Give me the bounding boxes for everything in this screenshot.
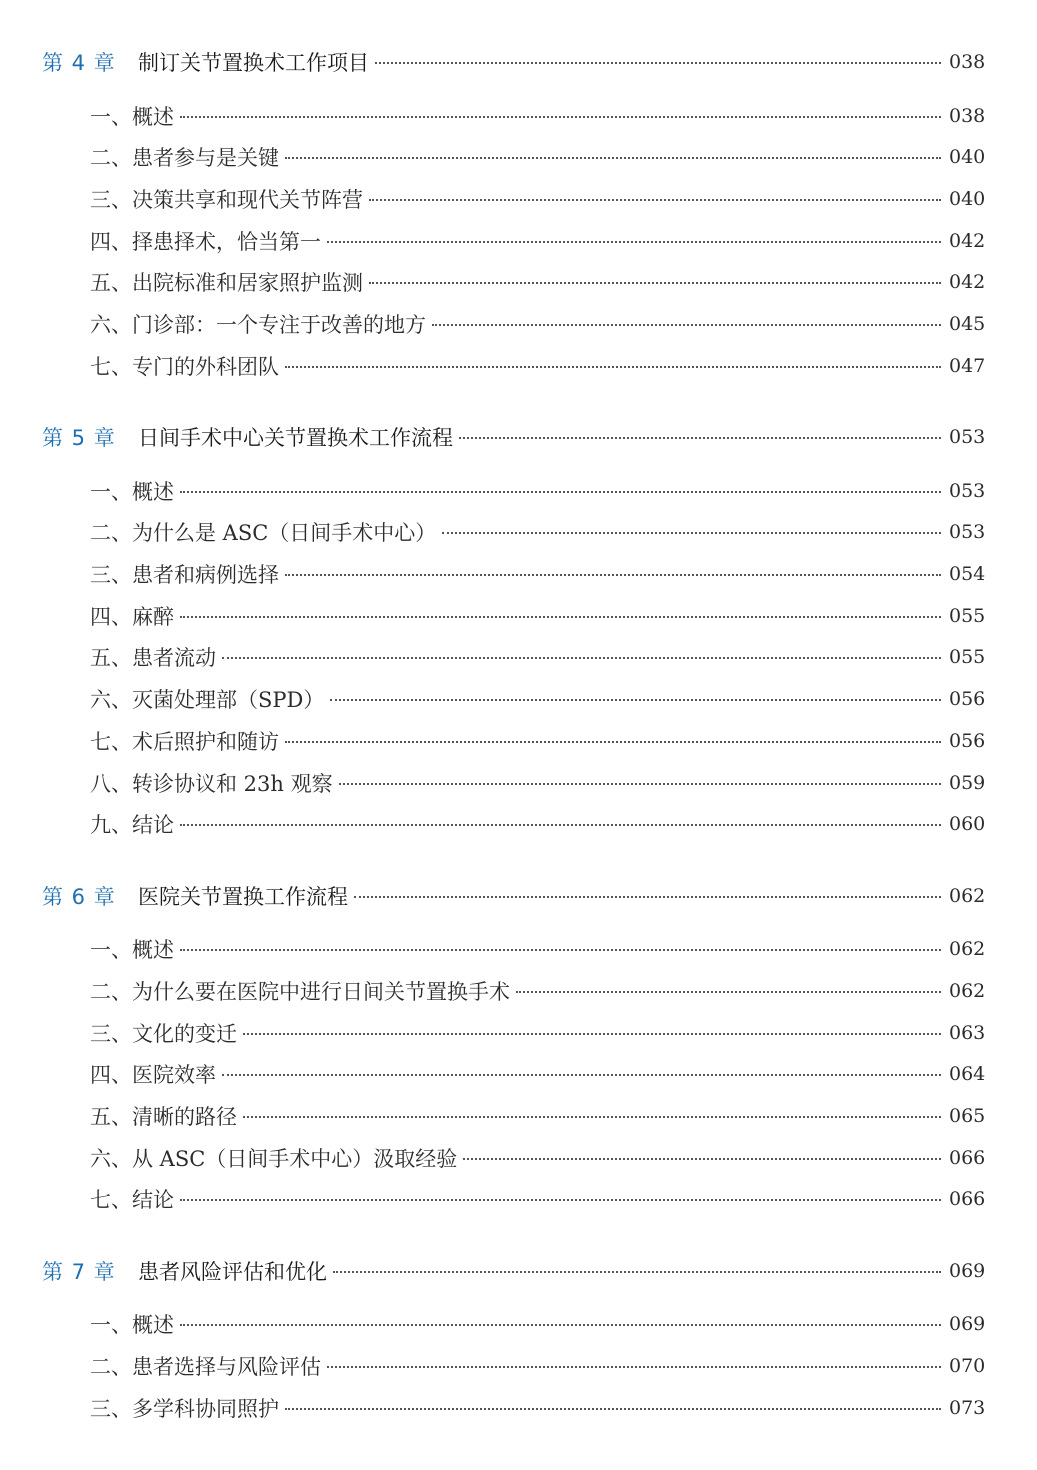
section-title: 七、结论 [90, 1188, 174, 1212]
section-title: 五、出院标准和居家照护监测 [90, 271, 363, 295]
section-title: 一、概述 [90, 480, 174, 504]
dot-leader [369, 282, 941, 284]
chapter-number: 第 6 章 [42, 885, 116, 909]
page-number: 045 [949, 313, 986, 335]
chapter-7-heading[interactable] [42, 1251, 986, 1291]
section-title: 五、清晰的路径 [90, 1105, 237, 1129]
chapter-title: 日间手术中心关节置换术工作流程 [138, 426, 453, 450]
chapter-6-heading[interactable] [42, 876, 986, 916]
dot-leader [369, 199, 941, 201]
dot-leader [285, 574, 941, 576]
dot-leader [222, 1074, 941, 1076]
dot-leader [442, 532, 941, 534]
section-entry[interactable] [90, 555, 986, 593]
section-title: 一、概述 [90, 938, 174, 962]
section-entry[interactable] [90, 597, 986, 635]
dot-leader [285, 1408, 941, 1410]
dot-leader [285, 741, 941, 743]
dot-leader [375, 62, 941, 64]
dot-leader [180, 616, 941, 618]
chapter-5-heading[interactable] [42, 417, 986, 457]
chapter-number: 第 4 章 [42, 51, 116, 75]
page-number: 062 [949, 885, 986, 907]
dot-leader [180, 491, 941, 493]
section-title: 二、为什么要在医院中进行日间关节置换手术 [90, 980, 510, 1004]
section-entry[interactable] [90, 1180, 986, 1218]
section-entry[interactable] [90, 1139, 986, 1177]
dot-leader [327, 241, 941, 243]
section-entry[interactable] [90, 1347, 986, 1385]
page-number: 056 [949, 730, 986, 752]
section-entry[interactable] [90, 472, 986, 510]
section-entry[interactable] [90, 347, 986, 385]
page-number: 066 [949, 1188, 986, 1210]
section-title: 一、概述 [90, 105, 174, 129]
page-number: 059 [949, 772, 986, 794]
page-number: 038 [949, 105, 986, 127]
page-number: 069 [949, 1260, 986, 1282]
dot-leader [285, 366, 941, 368]
page-number: 053 [949, 426, 986, 448]
chapter-number: 第 7 章 [42, 1260, 116, 1284]
section-title: 八、转诊协议和 23h 观察 [90, 772, 333, 796]
dot-leader [516, 991, 941, 993]
dot-leader [243, 1116, 941, 1118]
dot-leader [432, 324, 941, 326]
page-number: 054 [949, 563, 986, 585]
dot-leader [180, 1324, 941, 1326]
page-number: 055 [949, 605, 986, 627]
section-entry[interactable] [90, 1305, 986, 1343]
section-title: 七、专门的外科团队 [90, 355, 279, 379]
page-number: 055 [949, 646, 986, 668]
page-number: 062 [949, 938, 986, 960]
dot-leader [285, 157, 941, 159]
page-number: 038 [949, 51, 986, 73]
section-title: 二、患者参与是关键 [90, 146, 279, 170]
dot-leader [354, 896, 941, 898]
dot-leader [339, 783, 941, 785]
section-title: 三、患者和病例选择 [90, 563, 279, 587]
page-number: 060 [949, 813, 986, 835]
page-number: 042 [949, 230, 986, 252]
page-number: 053 [949, 521, 986, 543]
section-entry[interactable] [90, 513, 986, 551]
dot-leader [333, 1271, 941, 1273]
dot-leader [327, 1366, 941, 1368]
page-number: 056 [949, 688, 986, 710]
section-title: 四、择患择术，恰当第一 [90, 230, 321, 254]
page-number: 042 [949, 271, 986, 293]
section-title: 一、概述 [90, 1313, 174, 1337]
page-number: 069 [949, 1313, 986, 1335]
section-title: 七、术后照护和随访 [90, 730, 279, 754]
page-number: 053 [949, 480, 986, 502]
section-entry[interactable] [90, 805, 986, 843]
page-number: 040 [949, 188, 986, 210]
section-title: 六、从 ASC（日间手术中心）汲取经验 [90, 1147, 458, 1171]
section-title: 四、医院效率 [90, 1063, 216, 1087]
section-entry[interactable] [90, 138, 986, 176]
chapter-number: 第 5 章 [42, 426, 116, 450]
page-number: 063 [949, 1022, 986, 1044]
section-title: 五、患者流动 [90, 646, 216, 670]
page-number: 064 [949, 1063, 986, 1085]
chapter-4-heading[interactable] [42, 42, 986, 82]
section-entry[interactable] [90, 1389, 986, 1427]
section-entry[interactable] [90, 680, 986, 718]
section-entry[interactable] [90, 930, 986, 968]
page-number: 073 [949, 1397, 986, 1419]
page-number: 065 [949, 1105, 986, 1127]
section-title: 六、门诊部：一个专注于改善的地方 [90, 313, 426, 337]
dot-leader [180, 1199, 941, 1201]
chapter-title: 医院关节置换工作流程 [138, 885, 348, 909]
section-entry[interactable] [90, 638, 986, 676]
section-entry[interactable] [90, 764, 986, 802]
section-title: 二、患者选择与风险评估 [90, 1355, 321, 1379]
section-title: 二、为什么是 ASC（日间手术中心） [90, 521, 437, 545]
dot-leader [180, 949, 941, 951]
section-entry[interactable] [90, 722, 986, 760]
page-number: 066 [949, 1147, 986, 1169]
page-number: 062 [949, 980, 986, 1002]
page-number: 047 [949, 355, 986, 377]
dot-leader [330, 699, 941, 701]
section-title: 三、文化的变迁 [90, 1022, 237, 1046]
dot-leader [180, 824, 941, 826]
dot-leader [222, 657, 941, 659]
chapter-title: 制订关节置换术工作项目 [138, 51, 369, 75]
page-number: 040 [949, 146, 986, 168]
dot-leader [463, 1158, 941, 1160]
section-entry[interactable] [90, 1097, 986, 1135]
section-entry[interactable] [90, 263, 986, 301]
section-title: 三、决策共享和现代关节阵营 [90, 188, 363, 212]
section-title: 四、麻醉 [90, 605, 174, 629]
dot-leader [180, 116, 941, 118]
section-entry[interactable] [90, 305, 986, 343]
section-entry[interactable] [90, 97, 986, 135]
section-title: 三、多学科协同照护 [90, 1397, 279, 1421]
page-number: 070 [949, 1355, 986, 1377]
section-entry[interactable] [90, 222, 986, 260]
section-entry[interactable] [90, 180, 986, 218]
dot-leader [459, 437, 941, 439]
section-title: 九、结论 [90, 813, 174, 837]
section-entry[interactable] [90, 972, 986, 1010]
chapter-title: 患者风险评估和优化 [138, 1260, 327, 1284]
dot-leader [243, 1033, 941, 1035]
section-entry[interactable] [90, 1014, 986, 1052]
section-title: 六、灭菌处理部（SPD） [90, 688, 325, 712]
section-entry[interactable] [90, 1055, 986, 1093]
